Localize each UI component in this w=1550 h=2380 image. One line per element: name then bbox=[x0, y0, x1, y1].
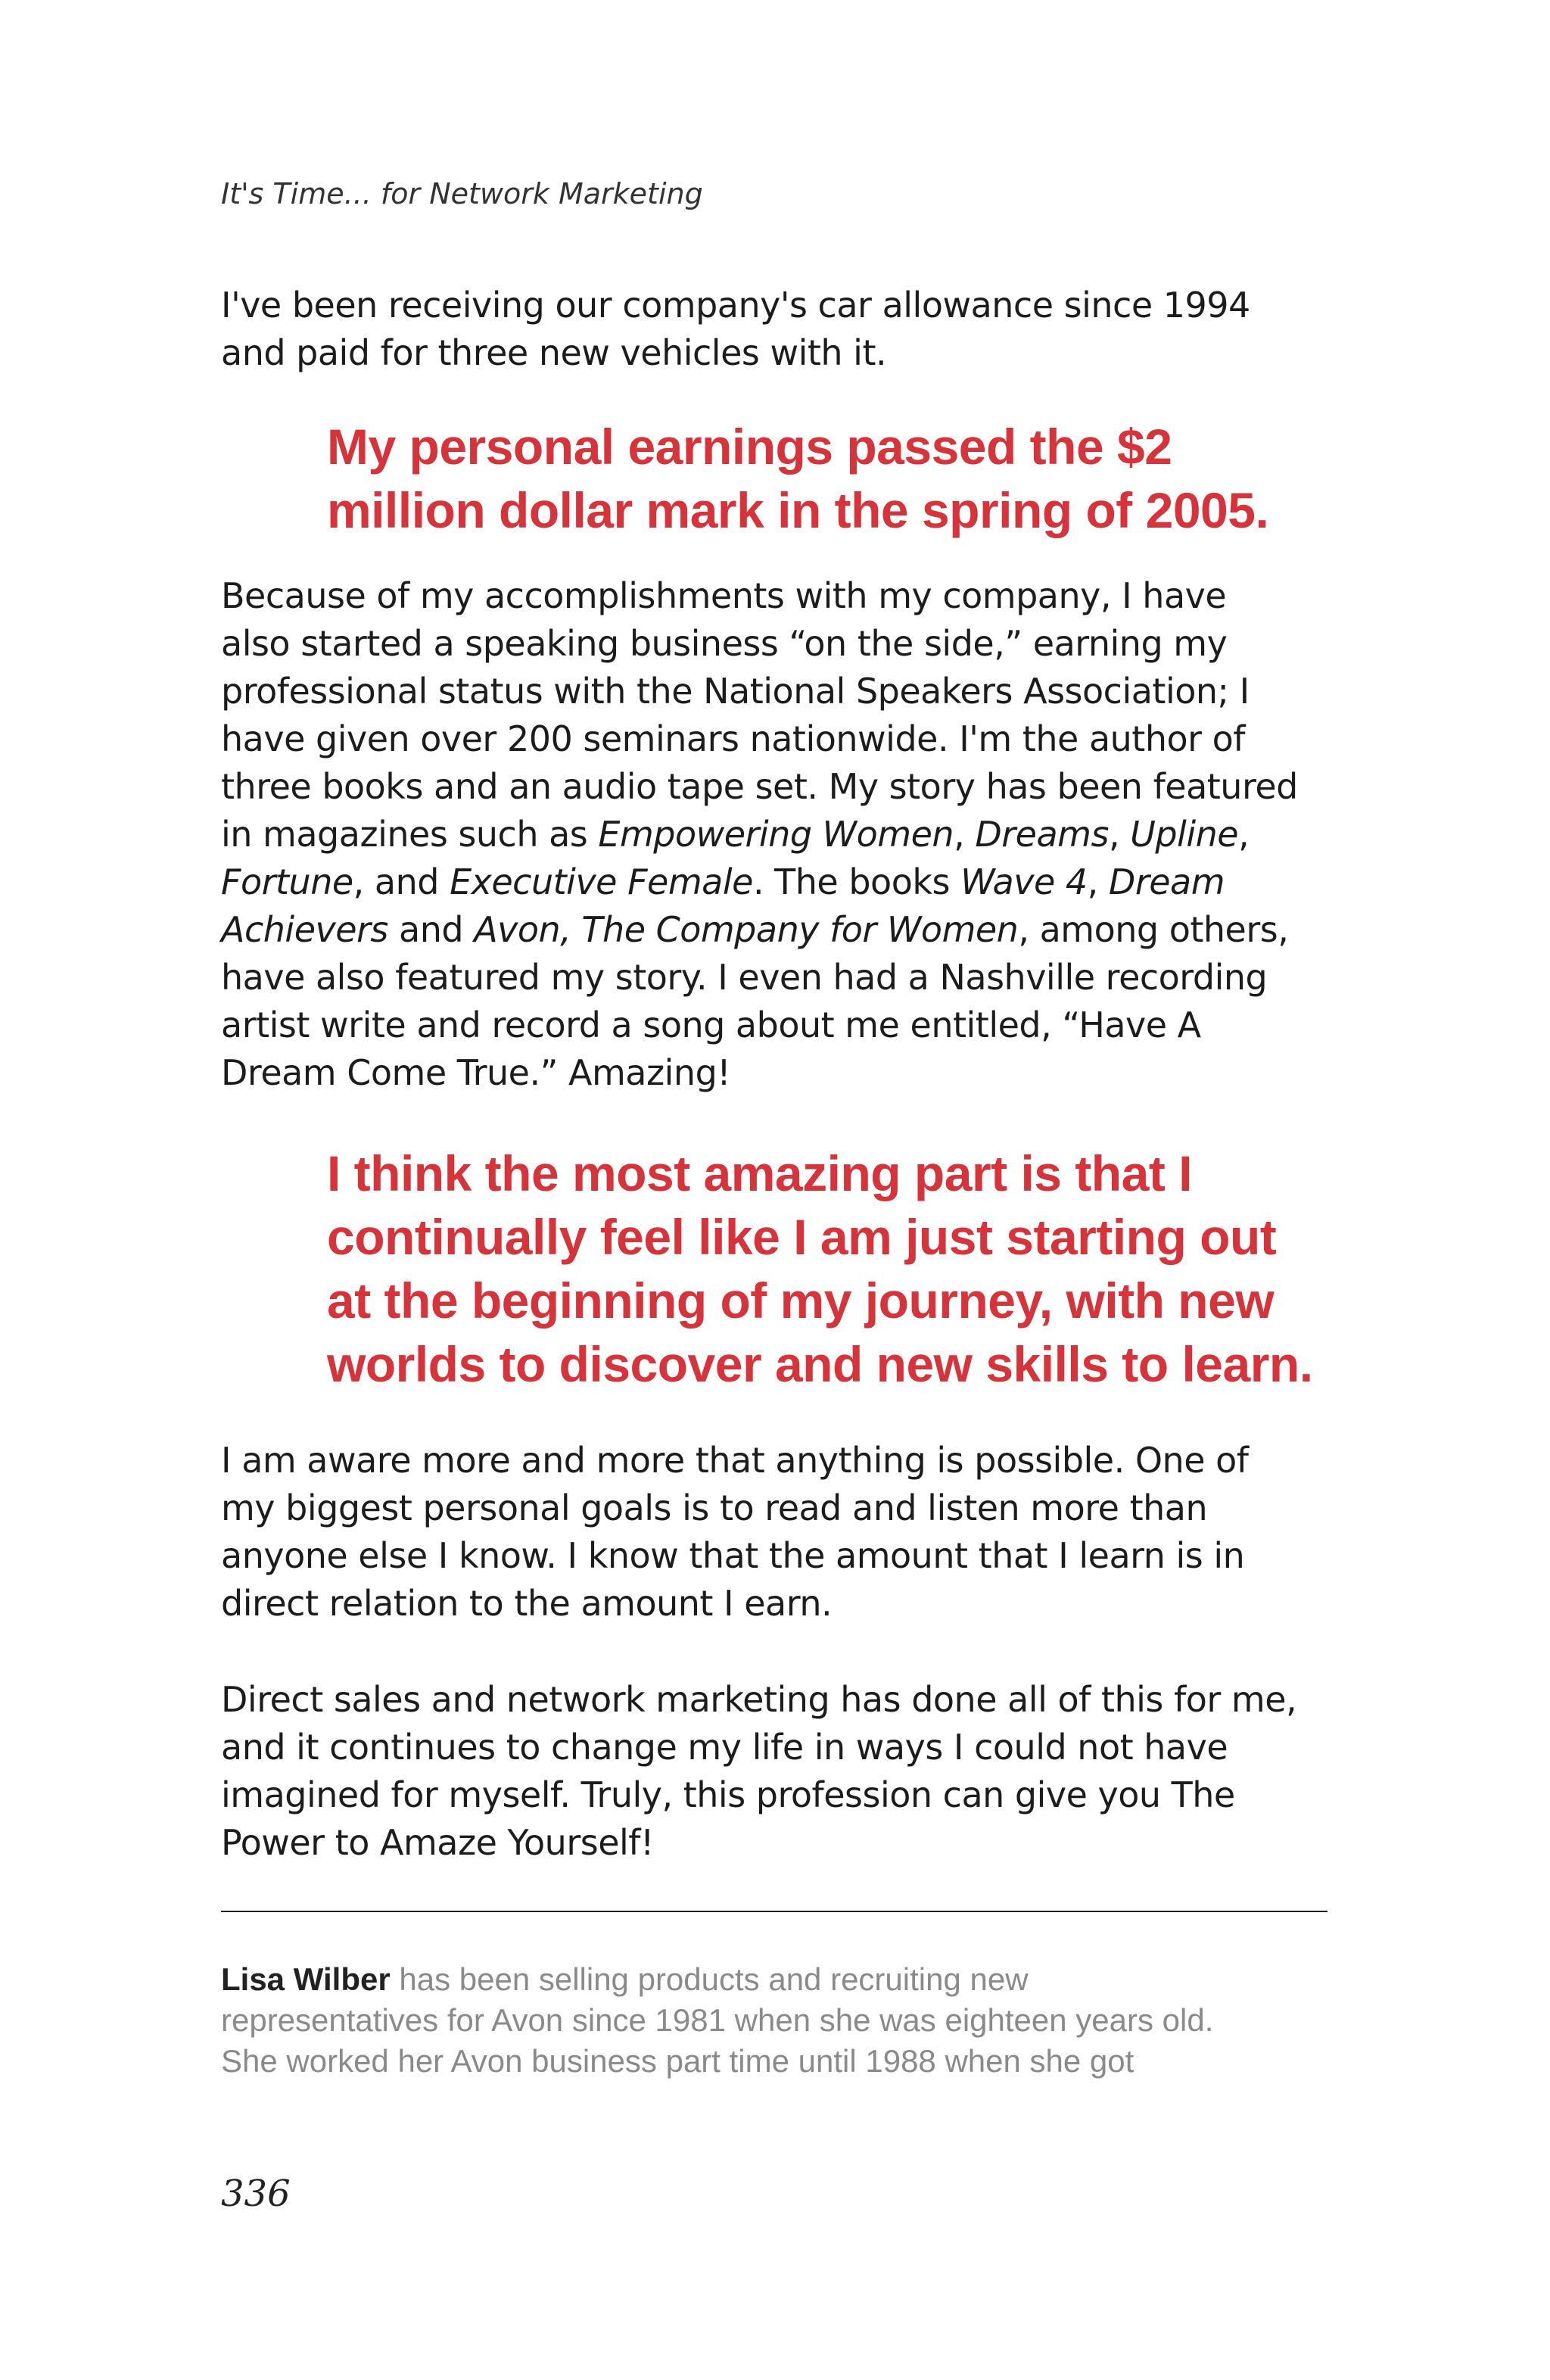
quote-line: continually feel like I am just starting out bbox=[327, 1209, 1277, 1265]
text-line: imagined for myself. Truly, this profession can give you The bbox=[221, 1774, 1235, 1815]
author-bio bbox=[221, 1959, 1341, 2082]
text-run: , bbox=[1087, 861, 1109, 902]
text-run: , among others, bbox=[1018, 909, 1289, 950]
text-line: I am aware more and more that anything is possible. One of bbox=[221, 1440, 1249, 1481]
text-run: in magazines such as bbox=[221, 814, 599, 855]
text-line: also started a speaking business “on the side,” earning my bbox=[221, 623, 1228, 664]
book-title: Dream bbox=[1108, 861, 1225, 902]
page-number: 336 bbox=[221, 2173, 291, 2215]
text-run: , bbox=[954, 814, 976, 855]
bio-line bbox=[221, 1959, 1341, 2000]
magazine-title: Executive Female bbox=[450, 861, 753, 902]
text-line: have given over 200 seminars nationwide. I'm the author of bbox=[221, 718, 1245, 759]
text-run: , bbox=[1238, 814, 1250, 855]
pull-quote-earnings bbox=[327, 415, 1371, 542]
text-line: anyone else I know. I know that the amount that I learn is in bbox=[221, 1535, 1245, 1576]
paragraph-accomplishments bbox=[221, 572, 1341, 1097]
quote-line: million dollar mark in the spring of 2005. bbox=[327, 482, 1269, 538]
text-line: three books and an audio tape set. My story has been featured bbox=[221, 766, 1298, 807]
text-line: artist write and record a song about me entitled, “Have A bbox=[221, 1005, 1201, 1045]
bio-line: She worked her Avon business part time until 1988 when she got bbox=[221, 2043, 1134, 2079]
text-line: have also featured my story. I even had a Nashville recording bbox=[221, 957, 1268, 998]
magazine-title: Dreams bbox=[975, 814, 1109, 855]
quote-line: at the beginning of my journey, with new bbox=[327, 1273, 1275, 1329]
magazine-title: Fortune bbox=[221, 861, 353, 902]
text-line: Power to Amaze Yourself! bbox=[221, 1822, 654, 1863]
text-run: , and bbox=[353, 861, 450, 902]
text-line bbox=[221, 811, 1341, 858]
text-line: and paid for three new vehicles with it. bbox=[221, 332, 887, 373]
text-line: Because of my accomplishments with my company, I have bbox=[221, 575, 1227, 616]
text-line: I've been receiving our company's car allowance since 1994 bbox=[221, 285, 1250, 326]
quote-line: My personal earnings passed the $2 bbox=[327, 419, 1172, 475]
magazine-title: Empowering Women bbox=[598, 814, 954, 855]
text-line: and it continues to change my life in ways I could not have bbox=[221, 1727, 1228, 1768]
text-line bbox=[221, 858, 1341, 906]
text-line: Dream Come True.” Amazing! bbox=[221, 1052, 731, 1093]
quote-line: worlds to discover and new skills to learn. bbox=[327, 1336, 1313, 1392]
text-line: professional status with the National Speakers Association; I bbox=[221, 671, 1250, 712]
author-name: Lisa Wilber bbox=[221, 1961, 391, 1997]
paragraph-goals bbox=[221, 1437, 1341, 1628]
paragraph-car-allowance bbox=[221, 282, 1341, 377]
running-head: It's Time... for Network Marketing bbox=[221, 177, 703, 210]
pull-quote-journey bbox=[327, 1142, 1371, 1396]
text-line: direct relation to the amount I earn. bbox=[221, 1583, 833, 1624]
text-run: . The books bbox=[752, 861, 961, 902]
text-run: has been selling products and recruiting new bbox=[390, 1961, 1029, 1997]
text-line bbox=[221, 906, 1341, 954]
book-title: Avon, The Company for Women bbox=[474, 909, 1019, 950]
text-run: , bbox=[1108, 814, 1131, 855]
text-line: my biggest personal goals is to read and listen more than bbox=[221, 1488, 1208, 1528]
divider-rule bbox=[221, 1911, 1327, 1912]
book-title: Wave 4 bbox=[960, 861, 1088, 902]
text-run: and bbox=[388, 909, 475, 950]
bio-line: representatives for Avon since 1981 when she was eighteen years old. bbox=[221, 2002, 1214, 2038]
quote-line: I think the most amazing part is that I bbox=[327, 1145, 1192, 1201]
text-line: Direct sales and network marketing has done all of this for me, bbox=[221, 1679, 1297, 1720]
paragraph-direct-sales bbox=[221, 1676, 1341, 1867]
book-title: Achievers bbox=[221, 909, 388, 950]
magazine-title: Upline bbox=[1130, 814, 1239, 855]
